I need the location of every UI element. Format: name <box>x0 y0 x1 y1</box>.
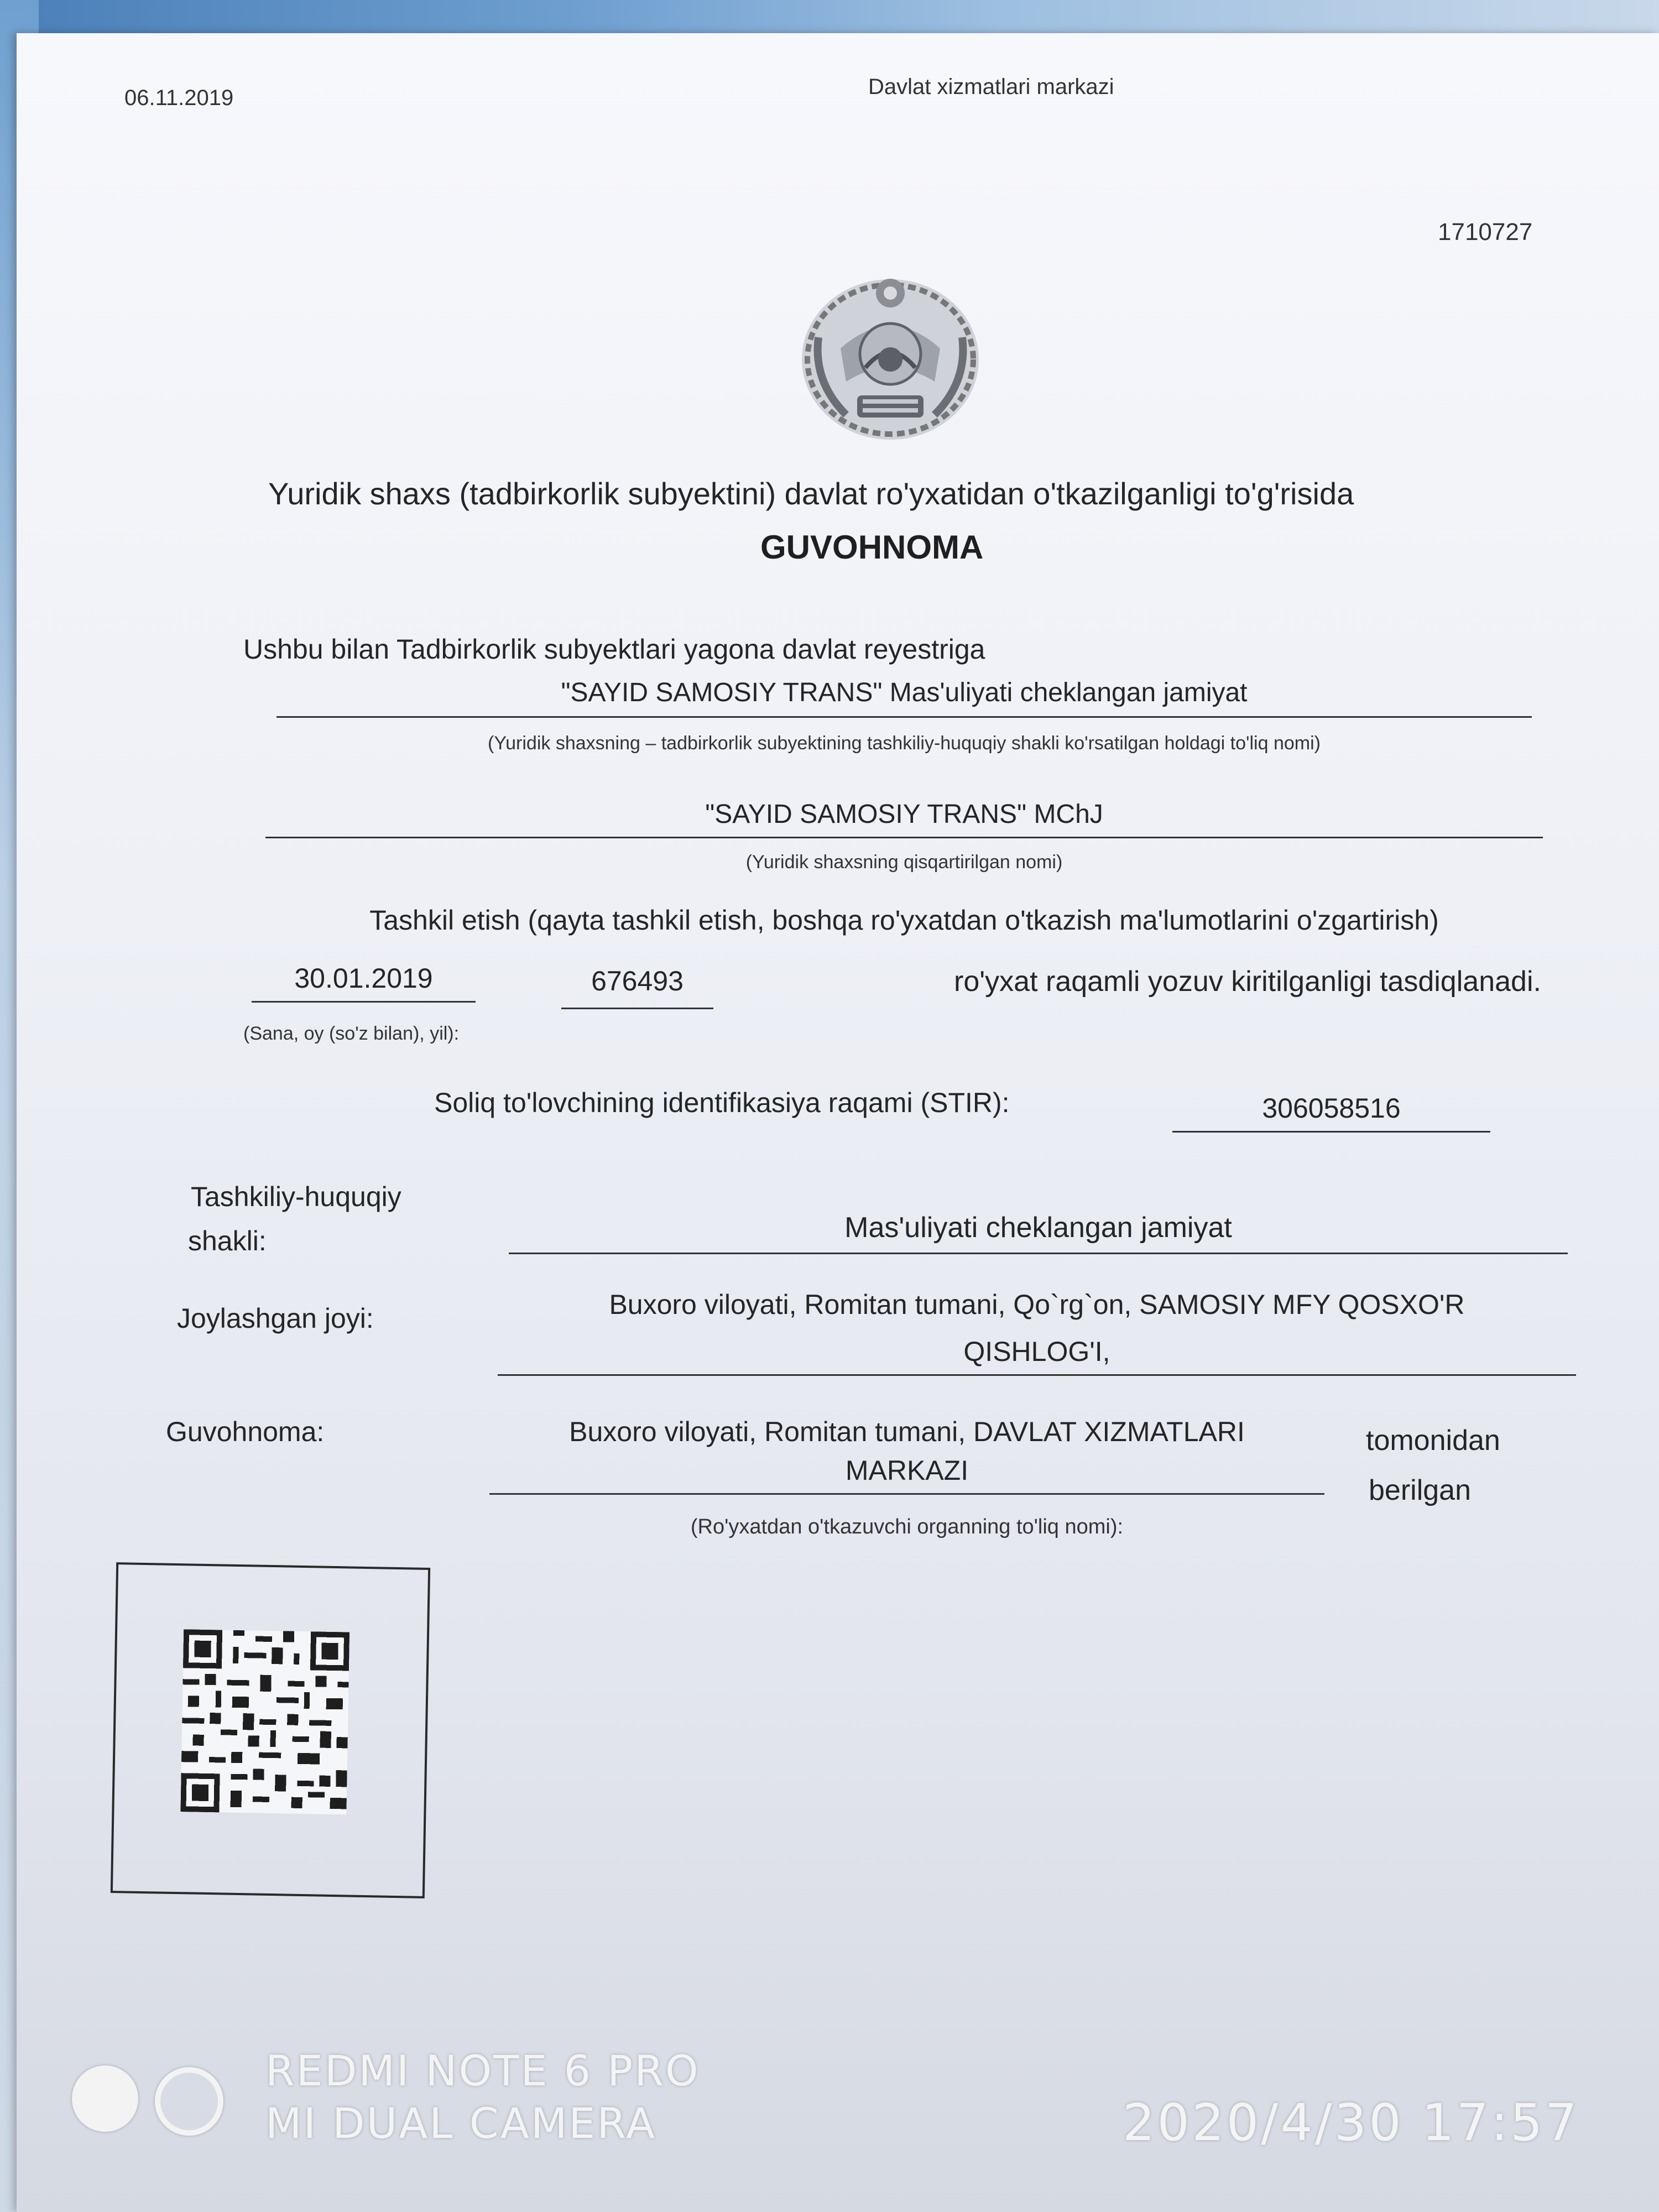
legal-form-label-line1: Tashkiliy-huquqiy <box>191 1181 401 1212</box>
legal-form-underline <box>509 1253 1568 1254</box>
state-emblem-icon <box>796 271 984 442</box>
page-title: GUVOHNOMA <box>760 529 984 566</box>
watermark-device: REDMI NOTE 6 PRO <box>265 2046 700 2095</box>
registration-number: 676493 <box>591 966 684 997</box>
full-name-value: "SAYID SAMOSIY TRANS" Mas'uliyati cheklangan jamiyat <box>561 678 1248 707</box>
location-label: Joylashgan joyi: <box>177 1303 374 1334</box>
camera-lens-icon <box>72 2065 138 2132</box>
legal-form-label-line2: shakli: <box>188 1225 267 1256</box>
intro-text: Ushbu bilan Tadbirkorlik subyektlari yagona davlat reyestriga <box>243 634 985 665</box>
short-name-caption: (Yuridik shaxsning qisqartirilgan nomi) <box>745 852 1063 873</box>
date-caption: (Sana, oy (so'z bilan), yil): <box>243 1023 460 1044</box>
issued-by-line2: berilgan <box>1369 1474 1472 1506</box>
full-name-underline <box>276 716 1532 718</box>
center-name: Davlat xizmatlari markazi <box>868 75 1114 99</box>
document-number: 1710727 <box>1438 218 1533 246</box>
issued-by-line1: tomonidan <box>1366 1425 1500 1457</box>
watermark-timestamp: 2020/4/30 17:57 <box>1123 2093 1580 2152</box>
date-underline <box>252 1001 476 1003</box>
full-name-caption: (Yuridik shaxsning – tadbirkorlik subyektining tashkiliy-huquqiy shakli ko'rsatilgan holdagi to'liq nomi) <box>488 733 1321 754</box>
location-value-line1: Buxoro viloyati, Romitan tumani, Qo`rg`on, SAMOSIY MFY QOSXO'R <box>609 1289 1465 1320</box>
short-name-underline <box>265 837 1543 838</box>
establishment-label: Tashkil etish (qayta tashkil etish, boshqa ro'yxatdan o'tkazish ma'lumotlarini o'zgartirish) <box>369 905 1439 936</box>
certificate-issuer-line2: MARKAZI <box>845 1455 969 1486</box>
location-underline <box>498 1374 1576 1376</box>
stir-label: Soliq to'lovchining identifikasiya raqami (STIR): <box>434 1087 1010 1118</box>
title-line: Yuridik shaxs (tadbirkorlik subyektini) davlat ro'yxatidan o'tkazilganligi to'g'risida <box>268 476 1354 511</box>
camera-lens-outline-icon <box>155 2067 223 2136</box>
document-date: 06.11.2019 <box>124 86 234 110</box>
qr-code-icon <box>180 1629 349 1814</box>
legal-form-value: Mas'uliyati cheklangan jamiyat <box>844 1212 1232 1244</box>
short-name-value: "SAYID SAMOSIY TRANS" MChJ <box>705 800 1103 829</box>
establishment-date: 30.01.2019 <box>294 963 433 994</box>
certificate-caption: (Ro'yxatdan o'tkazuvchi organning to'liq nomi): <box>690 1515 1124 1538</box>
confirm-text: ro'yxat raqamli yozuv kiritilganligi tasdiqlanadi. <box>954 966 1541 998</box>
stir-value: 306058516 <box>1262 1093 1401 1124</box>
watermark-camera: MI DUAL CAMERA <box>265 2099 657 2148</box>
qr-frame <box>111 1562 430 1898</box>
stir-underline <box>1172 1131 1490 1133</box>
location-value-line2: QISHLOG'I, <box>963 1336 1110 1367</box>
reg-number-underline <box>561 1008 713 1009</box>
certificate-label: Guvohnoma: <box>166 1416 325 1447</box>
certificate-issuer-line1: Buxoro viloyati, Romitan tumani, DAVLAT XIZMATLARI <box>569 1416 1245 1447</box>
certificate-underline <box>489 1493 1324 1495</box>
